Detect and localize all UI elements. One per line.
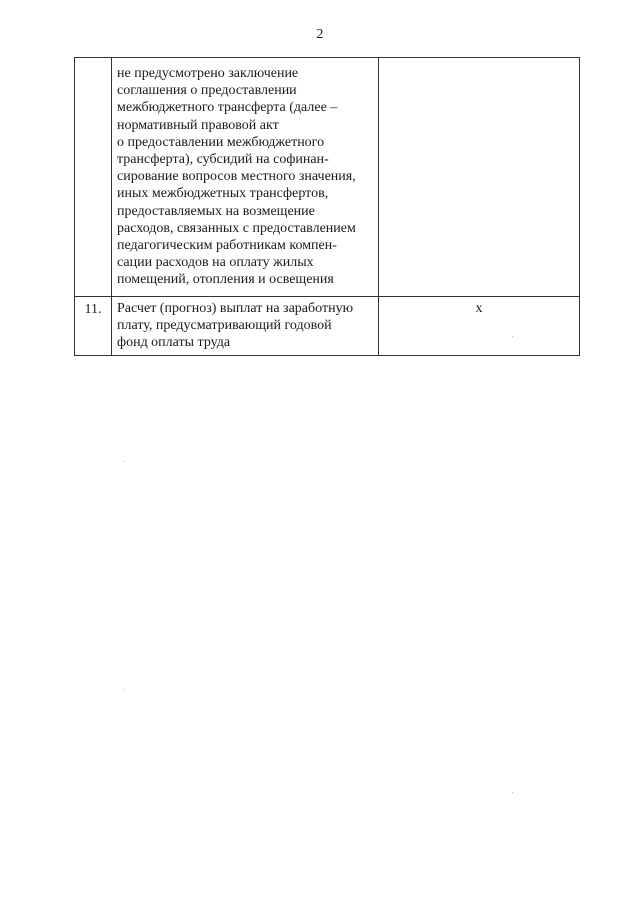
row-value-cell: x xyxy=(379,297,580,356)
row-description-cell xyxy=(112,297,379,356)
description-line: педагогическим работникам компен- xyxy=(117,238,337,254)
scan-speck xyxy=(512,792,513,793)
description-line: помещений, отопления и освещения xyxy=(117,272,334,288)
table-row xyxy=(75,58,580,297)
scan-speck xyxy=(512,336,513,337)
description-line: о предоставлении межбюджетного xyxy=(117,134,325,150)
document-table xyxy=(74,57,580,356)
description-line: нормативный правовой акт xyxy=(117,117,279,133)
page-number: 2 xyxy=(316,27,324,42)
description-line: межбюджетного трансферта (далее – xyxy=(117,100,338,116)
scan-speck xyxy=(124,461,125,462)
description-line: предоставляемых на возмещение xyxy=(117,203,315,219)
description-line: не предусмотрено заключение xyxy=(117,66,299,81)
description-line: трансферта), субсидий на софинан- xyxy=(117,152,329,168)
description-line: плату, предусматривающий годовой xyxy=(117,318,332,334)
description-line: Расчет (прогноз) выплат на заработную xyxy=(117,301,354,316)
description-line: сирование вопросов местного значения, xyxy=(117,169,356,185)
description-line: иных межбюджетных трансфертов, xyxy=(117,186,329,202)
description-line: соглашения о предоставлении xyxy=(117,83,297,99)
scan-speck xyxy=(124,689,125,690)
row-value-cell xyxy=(379,58,580,297)
row-number-cell xyxy=(75,58,112,297)
description-line: сации расходов на оплату жилых xyxy=(117,255,314,271)
table-row xyxy=(75,297,580,356)
row-number-cell: 11. xyxy=(75,297,112,356)
description-line: фонд оплаты труда xyxy=(117,335,231,351)
description-line: расходов, связанных с предоставлением xyxy=(117,220,356,236)
row-description-cell xyxy=(112,58,379,297)
